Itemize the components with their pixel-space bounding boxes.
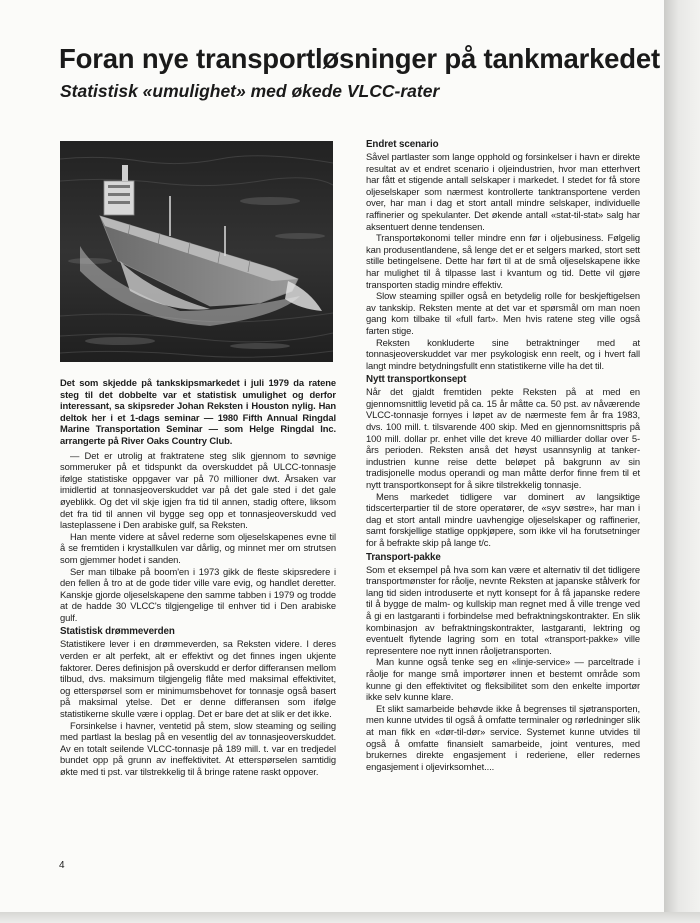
tanker-ship-photo bbox=[60, 141, 333, 362]
body-paragraph: Transportøkonomi teller mindre enn før i oljebusiness. Følgelig kan produsentlandene, så lenge det er et selgers marked, stort sett stille betingelsene. Dette har ført til at de små oljeselskapene ikke har mulighet til å tilpasse last i kvantum og tid. Dette vil gjøre transporten stadig mindre effektiv. bbox=[366, 232, 640, 290]
section-heading: Nytt transportkonsept bbox=[366, 374, 467, 386]
body-paragraph: Han mente videre at såvel rederne som oljeselskapenes evne til å se fremtiden i krystallkulen var dårlig, og minnet mer om strutsen som gjemmer hodet i sanden. bbox=[60, 530, 336, 565]
right-column bbox=[366, 139, 640, 772]
article-subtitle: Statistisk «umulighet» med økede VLCC-rater bbox=[60, 81, 440, 101]
body-paragraph: Forsinkelse i havner, ventetid på stem, slow steaming og seiling med partlast la beslag på en vesentlig del av tonnasjeoverskuddet. Av en totalt seilende VLCC-tonnasje på 189 mill. t. var en tredjedel bundet opp på grunn av ineffektivitet. At etterspørselen samtidig økte med ti pst. var tilstrekkelig til å bringe ratene raskt oppover. bbox=[60, 719, 336, 777]
scan-bottom-edge bbox=[0, 912, 700, 923]
page-number: 4 bbox=[59, 860, 65, 871]
body-paragraph: Man kunne også tenke seg en «linje-service» — parceltrade i råolje for mange små importører innen et bestemt område som kunne gi den effektivitet og fleksibilitet som den enkelte importør ikke selv kunne klare. bbox=[366, 656, 640, 703]
section-heading: Statistisk drømmeverden bbox=[60, 626, 175, 638]
body-paragraph: Statistikere lever i en drømmeverden, sa Reksten videre. I deres verden er alt perfekt, alt er effektivt og det finnes ingen ukjente faktorer. Deres definisjon på overskudd er derfor differansen mellom tilbud, dvs. maksimum tilgjengelig flåte med maksimal effektivitet, og etterspørsel som er minimumsbehovet for tonnasje også basert på maksimal ytelse. Det er denne differansen som ifølge statistikerne skulle være i opplag. Det er bare det at slik er det ikke. bbox=[60, 638, 336, 720]
body-paragraph: Ser man tilbake på boom'en i 1973 gikk de fleste skipsredere i den fellen å tro at de gode tider ville vare evig, og handlet deretter. Kanskje gjorde oljeselskapene den samme tabben i 1979 og trodde at de hadde 30 VLCC's tilgjengelige til enhver tid i Den arabiske gulf. bbox=[60, 565, 336, 623]
scan-edge-shadow bbox=[664, 0, 700, 923]
body-paragraph: Som et eksempel på hva som kan være et alternativ til det tidligere transportmønster for råolje, nevnte Reksten at japanske stålverk for lang tid siden introduserte et nytt konsept for å få japanske redere til å bygge de malm- og kullskip man regnet med å ville trenge ved å gi en lastgaranti i forbindelse med befraktningskontrakter. En slik kombinasjon av befraktningskontrakter, lastgaranti, lektring og eventuelt flytende lagring som en total «transport-pakke» ville representere noe nytt innen råoljetransporten. bbox=[366, 563, 640, 656]
body-paragraph: Såvel partlaster som lange opphold og forsinkelser i havn er direkte resultat av et endret scenario i oljeindustrien, hvor man etterhvert har fått et stigende antall selskaper i markedet. I stedet for få store oljeselskaper som nærmest kontrollerte tanktransportene verden over, har man i dag et stort antall mindre selskaper, individuelle raffinerier og spekulanter. Det økende antall «stat-til-stat» salg har aksentuert denne tendensen. bbox=[366, 151, 640, 232]
body-paragraph: Når det gjaldt fremtiden pekte Reksten på at med en gjennomsnittlig levetid på ca. 15 år måtte ca. 50 pst. av nåværende VLCC-tonnasje fornyes i løpet av de nærmeste fem år fra 1983, dvs. 100 mill. t. tilsvarende 400 skip. Med en gjennomsnittspris på 100 mill. dollar pr. enhet ville det kreve 40 milliarder dollar over 5-års perioden. Reksten anså det høyst usannsynlig at tanker-industrien kunne reise dette beløpet på bakgrunn av sin tradisjonelle modus operandi og man måtte derfor finne frem til et nytt transportkonsept for å sikre tilstrekkelig tonnasje. bbox=[366, 386, 640, 491]
body-paragraph: Slow steaming spiller også en betydelig rolle for beskjeftigelsen av tankskip. Reksten mente at det var et spørsmål om man noen gang kom tilbake til «full fart». Men hvis ratene steg ville også farten stige. bbox=[366, 290, 640, 336]
left-column bbox=[60, 377, 336, 778]
section-heading: Endret scenario bbox=[366, 139, 439, 150]
lead-paragraph: Det som skjedde på tankskipsmarkedet i juli 1979 da ratene steg til det dobbelte var et statistisk umulighet og derfor interessant, sa skipsreder Johan Reksten i Houston nylig. Han deltok her i et 1-dags seminar — 1980 Fifth Annual Ringdal Marine Transportation Seminar — som Helge Ringdal Inc. arrangerte på River Oaks Country Club. bbox=[60, 377, 336, 446]
body-paragraph: Reksten konkluderte sine betraktninger med at tonnasjeoverskuddet var mer psykologisk enn reelt, og i hvert fall langt mindre betydningsfullt enn statistikerne ville ha det til. bbox=[366, 336, 640, 371]
section-heading: Transport-pakke bbox=[366, 551, 441, 563]
article-title: Foran nye transportløsninger på tankmarkedet bbox=[59, 43, 660, 74]
body-paragraph: Mens markedet tidligere var dominert av langsiktige tidscerterpartier til de store operatører, de «syv søstre», har man i dag et stort antall mindre uavhengige oljeselskaper og raffinerier, samt forskjellige statlige oppkjøpere, som ikke vil ha forutsetninger for å befrakte skip på lange t/c. bbox=[366, 490, 640, 548]
body-paragraph: — Det er utrolig at fraktratene steg slik gjennom to søvnige sommeruker på et tidspunkt da overskuddet på ULCC-tonnasje ifølge statistiske oppgaver var på 70 millioner dwt. Årsaken var imidlertid at tonnasjeoverskuddet var på det gale sted i det gale øyeblikk. Og det vil skje igjen fra tid til annen, stadig oftere, liksom det fra tid til annen vil bygge seg opp et tonnasjeoverskudd ved lasteplassene i Den arabiske gulf, sa Reksten. bbox=[60, 449, 336, 531]
body-paragraph: Et slikt samarbeide behøvde ikke å begrenses til sjøtransporten, men kunne utvides til også å omfatte terminaler og rørledninger slik at man fikk en «dør-til-dør» service. Systemet kunne utvides til også å omfatte finansielt samarbeide, joint ventures, med brukernes direkte engasjement i rederiene, eller redernes engasjement i oljevirksomhet.... bbox=[366, 702, 640, 772]
